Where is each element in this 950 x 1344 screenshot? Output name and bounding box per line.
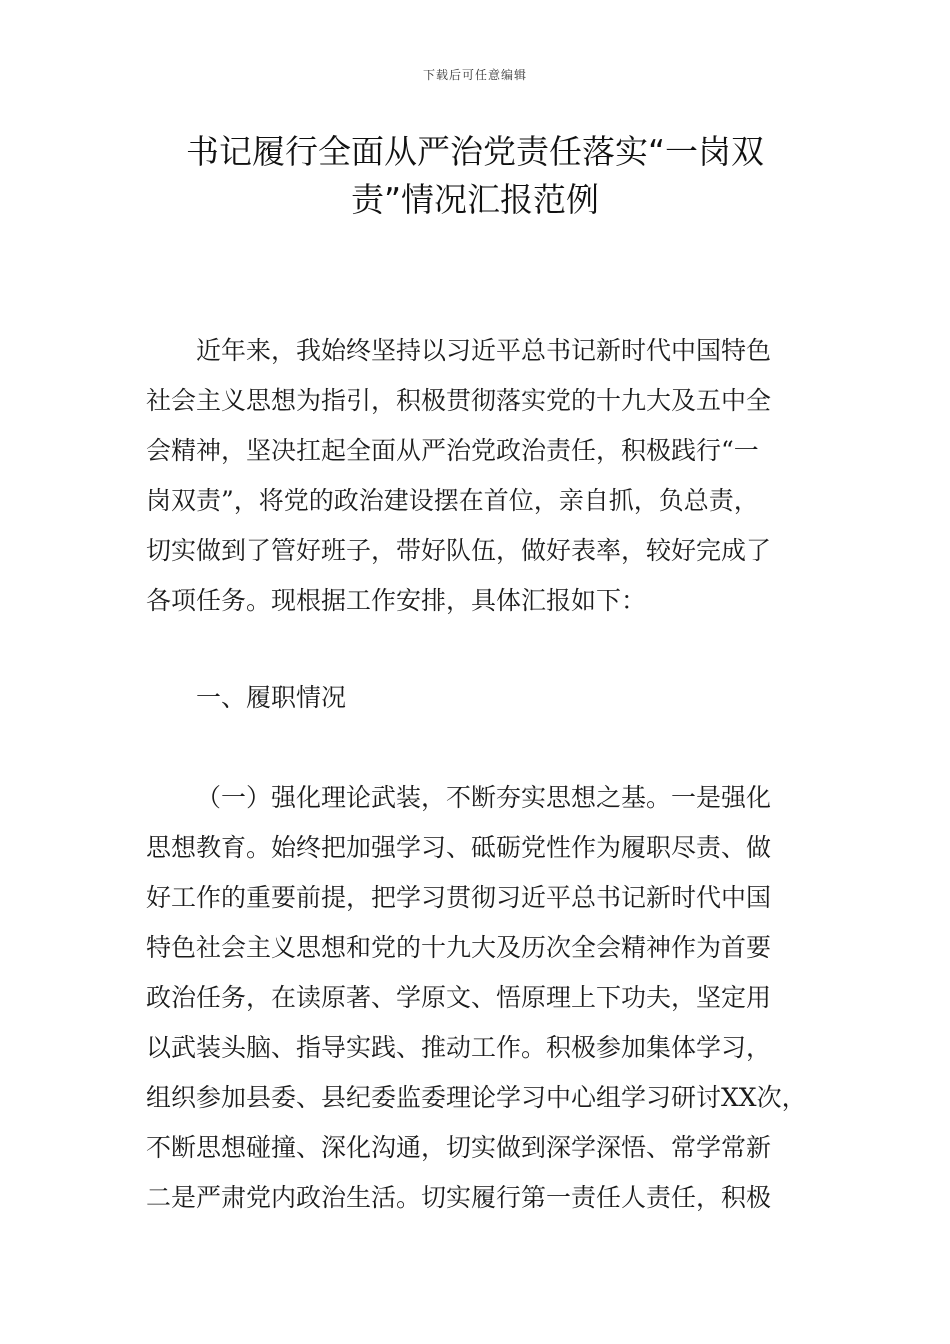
paragraph-line: 岗双责”，将党的政治建设摆在首位，亲自抓，负总责，: [146, 486, 759, 515]
paragraph-line: 不断思想碰撞、深化沟通，切实做到深学深悟、常学常新: [146, 1133, 772, 1162]
paragraph-line: 思想教育。始终把加强学习、砥砺党性作为履职尽责、做: [146, 833, 772, 862]
section-heading: [146, 673, 816, 723]
paragraph-line: 近年来，我始终坚持以习近平总书记新时代中国特色: [196, 336, 772, 365]
paragraph-line: 以武装头脑、指导实践、推动工作。积极参加集体学习，: [146, 1033, 772, 1062]
document-title: [140, 128, 810, 224]
paragraph-line: 社会主义思想为指引，积极贯彻落实党的十九大及五中全: [146, 386, 772, 415]
paragraph-line: 政治任务，在读原著、学原文、悟原理上下功夫，坚定用: [146, 983, 772, 1012]
title-line-2: 责”情况汇报范例: [350, 180, 600, 219]
header-note: 下载后可任意编辑: [422, 68, 527, 82]
paragraph-line: 二是严肃党内政治生活。切实履行第一责任人责任，积极: [146, 1183, 772, 1212]
paragraph-line: 各项任务。现根据工作安排，具体汇报如下：: [146, 586, 647, 615]
paragraph-line: 特色社会主义思想和党的十九大及历次全会精神作为首要: [146, 933, 772, 962]
paragraph-line: 切实做到了管好班子，带好队伍，做好表率，较好完成了: [146, 536, 772, 565]
section-heading-text: 一、履职情况: [196, 683, 347, 712]
paragraph-line: 会精神，坚决扛起全面从严治党政治责任，积极践行“一: [146, 436, 759, 465]
paragraph-line: 组织参加县委、县纪委监委理论学习中心组学习研讨XX次，: [146, 1083, 807, 1112]
paragraph-line: （一）强化理论武装，不断夯实思想之基。一是强化: [196, 783, 772, 812]
section-paragraph: [146, 773, 816, 1223]
intro-paragraph: [146, 326, 816, 626]
paragraph-line: 好工作的重要前提，把学习贯彻习近平总书记新时代中国: [146, 883, 772, 912]
title-line-1: 书记履行全面从严治党责任落实“一岗双: [185, 132, 765, 171]
